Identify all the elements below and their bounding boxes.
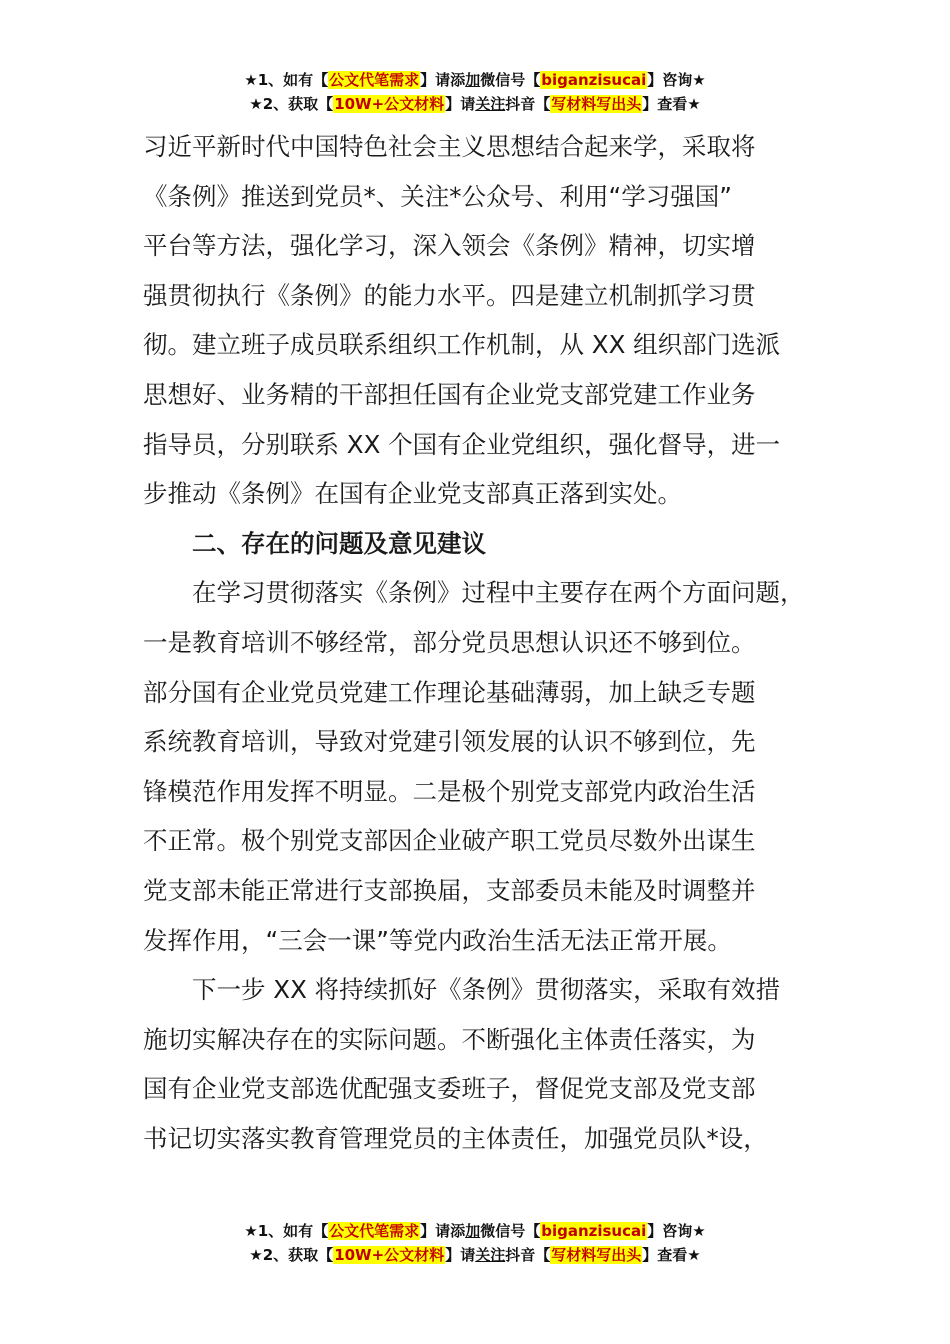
text-line: 书记切实落实教育管理党员的主体责任，加强党员队*设，	[143, 1123, 768, 1153]
header-banner	[0, 68, 950, 116]
text-line: 下一步 XX 将持续抓好《条例》贯彻落实，采取有效措	[143, 975, 781, 1005]
text-line: 一是教育培训不够经常，部分党员思想认识还不够到位。	[143, 627, 756, 657]
highlight-materials: 10W+公文材料	[334, 95, 445, 113]
banner-line-2: ★2、获取【10W+公文材料】请关注抖音【写材料写出头】查看★	[249, 1246, 701, 1264]
text-line: 平台等方法，强化学习，深入领会《条例》精神，切实增	[143, 231, 756, 261]
text-line: 思想好、业务精的干部担任国有企业党支部党建工作业务	[143, 379, 756, 409]
banner-line-1: ★1、如有【公文代笔需求】请添加微信号【biganzisucai】咨询★	[244, 1222, 706, 1240]
text-line: 不正常。极个别党支部因企业破产职工党员尽数外出谋生	[143, 826, 756, 856]
banner-line-1: ★1、如有【公文代笔需求】请添加微信号【biganzisucai】咨询★	[244, 71, 706, 89]
highlight-ghostwriting: 公文代笔需求	[329, 1222, 420, 1240]
highlight-materials: 10W+公文材料	[334, 1246, 445, 1264]
banner-line-2: ★2、获取【10W+公文材料】请关注抖音【写材料写出头】查看★	[249, 95, 701, 113]
text-line: 系统教育培训，导致对党建引领发展的认识不够到位，先	[143, 727, 756, 757]
text-line: 锋模范作用发挥不明显。二是极个别党支部党内政治生活	[143, 776, 756, 806]
text-line: 国有企业党支部选优配强支委班子，督促党支部及党支部	[143, 1074, 756, 1104]
text-line: 步推动《条例》在国有企业党支部真正落到实处。	[143, 479, 682, 509]
text-line: 彻。建立班子成员联系组织工作机制，从 XX 组织部门选派	[143, 330, 781, 360]
text-line: 指导员，分别联系 XX 个国有企业党组织，强化督导，进一	[143, 429, 781, 459]
text-line: 施切实解决存在的实际问题。不断强化主体责任落实，为	[143, 1024, 756, 1054]
text-line: 在学习贯彻落实《条例》过程中主要存在两个方面问题，	[143, 578, 805, 608]
section-heading: 二、存在的问题及意见建议	[143, 528, 486, 558]
text-line: 《条例》推送到党员*、关注*公众号、利用“学习强国”	[143, 181, 732, 211]
highlight-douyin: 写材料写出头	[551, 95, 642, 113]
highlight-wechat-id: biganzisucai	[541, 1222, 647, 1240]
footer-banner	[0, 1219, 950, 1267]
document-body	[143, 122, 809, 1163]
highlight-ghostwriting: 公文代笔需求	[329, 71, 420, 89]
text-line: 发挥作用，“三会一课”等党内政治生活无法正常开展。	[143, 925, 732, 955]
text-line: 习近平新时代中国特色社会主义思想结合起来学，采取将	[143, 132, 756, 161]
highlight-douyin: 写材料写出头	[551, 1246, 642, 1264]
text-line: 强贯彻执行《条例》的能力水平。四是建立机制抓学习贯	[143, 280, 756, 310]
text-line: 部分国有企业党员党建工作理论基础薄弱，加上缺乏专题	[143, 677, 756, 707]
highlight-wechat-id: biganzisucai	[541, 71, 647, 89]
text-line: 党支部未能正常进行支部换届，支部委员未能及时调整并	[143, 875, 756, 905]
